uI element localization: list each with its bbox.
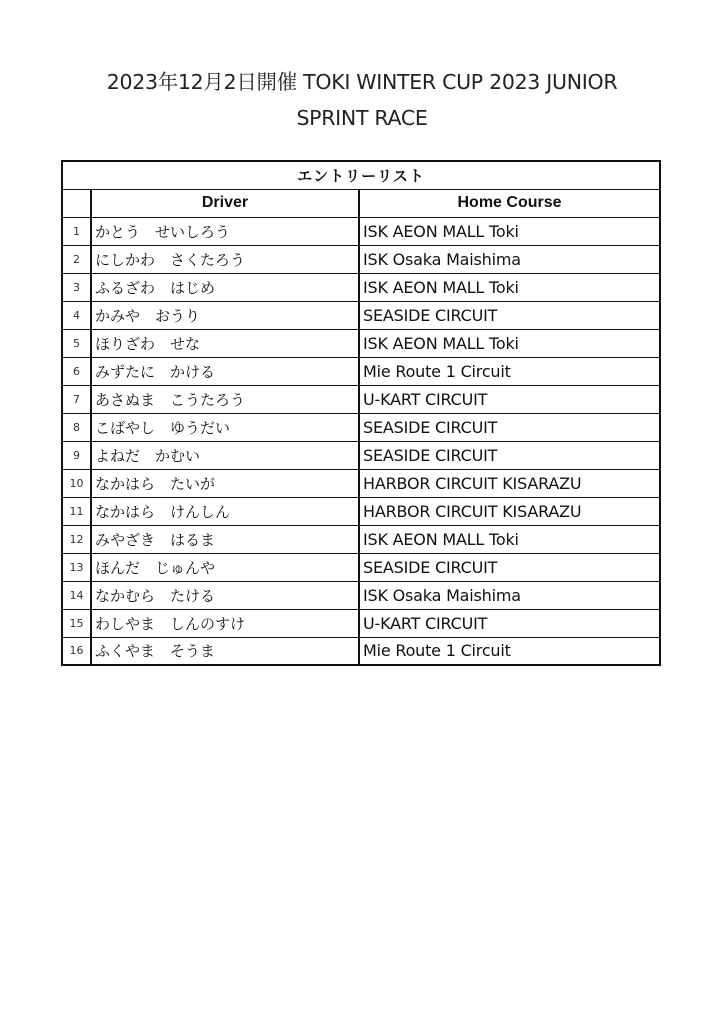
home-course: HARBOR CIRCUIT KISARAZU [359, 469, 660, 497]
driver-name: わしやま しんのすけ [91, 609, 359, 637]
home-course: U-KART CIRCUIT [359, 385, 660, 413]
row-number: 11 [62, 497, 91, 525]
home-course: ISK AEON MALL Toki [359, 329, 660, 357]
row-number: 7 [62, 385, 91, 413]
title-line-1: 2023年12月2日開催 TOKI WINTER CUP 2023 JUNIOR [106, 70, 618, 94]
table-row [62, 217, 660, 245]
driver-name: ほんだ じゅんや [91, 553, 359, 581]
entry-list-table [61, 160, 661, 666]
row-number: 2 [62, 245, 91, 273]
document-title [0, 64, 724, 136]
driver-name: なかはら たいが [91, 469, 359, 497]
table-row [62, 525, 660, 553]
table-caption: エントリーリスト [62, 161, 660, 189]
row-number: 9 [62, 441, 91, 469]
table-row [62, 385, 660, 413]
home-course: ISK Osaka Maishima [359, 581, 660, 609]
home-course: SEASIDE CIRCUIT [359, 441, 660, 469]
driver-name: ふるざわ はじめ [91, 273, 359, 301]
table-row [62, 637, 660, 665]
row-number: 15 [62, 609, 91, 637]
driver-name: あさぬま こうたろう [91, 385, 359, 413]
home-course: ISK Osaka Maishima [359, 245, 660, 273]
home-course: ISK AEON MALL Toki [359, 273, 660, 301]
row-number: 1 [62, 217, 91, 245]
row-number: 16 [62, 637, 91, 665]
table-row [62, 413, 660, 441]
driver-name: こばやし ゆうだい [91, 413, 359, 441]
driver-name: かとう せいしろう [91, 217, 359, 245]
row-number: 4 [62, 301, 91, 329]
driver-name: にしかわ さくたろう [91, 245, 359, 273]
row-number: 5 [62, 329, 91, 357]
home-course: Mie Route 1 Circuit [359, 357, 660, 385]
driver-name: みやざき はるま [91, 525, 359, 553]
table-row [62, 329, 660, 357]
home-course: SEASIDE CIRCUIT [359, 301, 660, 329]
row-number: 3 [62, 273, 91, 301]
title-line-2: SPRINT RACE [296, 106, 428, 130]
driver-name: よねだ かむい [91, 441, 359, 469]
row-number: 8 [62, 413, 91, 441]
home-course: ISK AEON MALL Toki [359, 217, 660, 245]
home-course: U-KART CIRCUIT [359, 609, 660, 637]
driver-name: なかはら けんしん [91, 497, 359, 525]
home-course: SEASIDE CIRCUIT [359, 413, 660, 441]
table-header-row [62, 189, 660, 217]
table-row [62, 245, 660, 273]
table-row [62, 609, 660, 637]
table-row [62, 301, 660, 329]
table-row [62, 441, 660, 469]
table-row [62, 581, 660, 609]
row-number: 6 [62, 357, 91, 385]
home-course: HARBOR CIRCUIT KISARAZU [359, 497, 660, 525]
table-row [62, 553, 660, 581]
driver-name: みずたに かける [91, 357, 359, 385]
home-course: ISK AEON MALL Toki [359, 525, 660, 553]
row-number: 10 [62, 469, 91, 497]
row-number: 13 [62, 553, 91, 581]
home-course: SEASIDE CIRCUIT [359, 553, 660, 581]
driver-name: ふくやま そうま [91, 637, 359, 665]
header-number [62, 189, 91, 217]
header-driver: Driver [91, 189, 359, 217]
table-row [62, 497, 660, 525]
table-row [62, 469, 660, 497]
driver-name: かみや おうり [91, 301, 359, 329]
row-number: 14 [62, 581, 91, 609]
table-caption-row [62, 161, 660, 189]
row-number: 12 [62, 525, 91, 553]
driver-name: ほりざわ せな [91, 329, 359, 357]
header-home-course: Home Course [359, 189, 660, 217]
home-course: Mie Route 1 Circuit [359, 637, 660, 665]
table-row [62, 357, 660, 385]
driver-name: なかむら たける [91, 581, 359, 609]
table-row [62, 273, 660, 301]
